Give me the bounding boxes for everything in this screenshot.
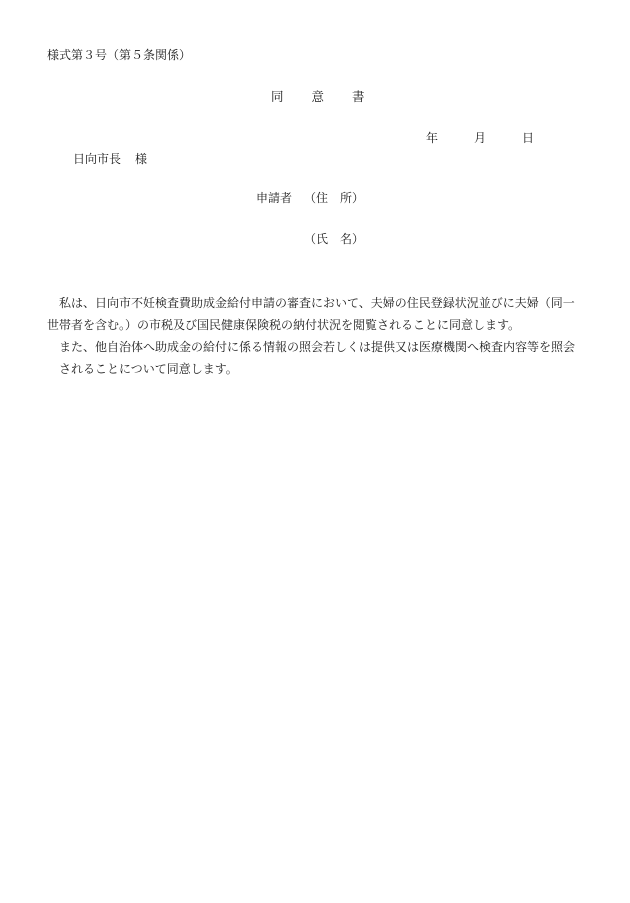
month-label: 月 [474,131,487,145]
title-char-3: 書 [352,89,365,104]
addressee [73,153,147,165]
title-char-1: 同 [271,89,284,104]
applicant-address-field [304,192,364,204]
year-label: 年 [426,131,439,145]
applicant-label: 申請者 [256,191,293,205]
address-label-open: （住 [304,191,329,205]
title-char-2: 意 [311,89,325,104]
day-label: 日 [522,131,535,145]
paragraph-1-line-2: 世帯者を含む。）の市税及び国民健康保険税の納付状況を閲覧されることに同意します。 [47,318,521,332]
name-label-close: 名） [340,232,365,246]
paragraph-2-line-1 [47,336,592,358]
consent-paragraph-2 [47,336,592,380]
addressee-honorific: 様 [135,152,148,166]
paragraph-1-line-1 [47,292,592,314]
applicant-name-field [304,233,364,245]
paragraph-2-line-1-text: また、他自治体へ助成金の給付に係る情報の照会若しくは提供又は医療機関へ検査内容等を照会 [59,340,576,354]
name-label-open: （氏 [304,232,329,246]
addressee-name: 日向市長 [73,152,122,166]
document-title [271,91,365,104]
form-number: 様式第３号（第５条関係） [47,48,192,62]
paragraph-1-line-1-text: 私は、日向市不妊検査費助成金給付申請の審査において、夫婦の住民登録状況並びに夫婦（同一 [59,296,575,310]
paragraph-2-line-2: されることについて同意します。 [59,362,238,376]
consent-paragraph-1 [47,292,592,336]
date-line [426,132,534,144]
consent-body [47,292,592,380]
address-label-close: 所） [340,191,365,205]
